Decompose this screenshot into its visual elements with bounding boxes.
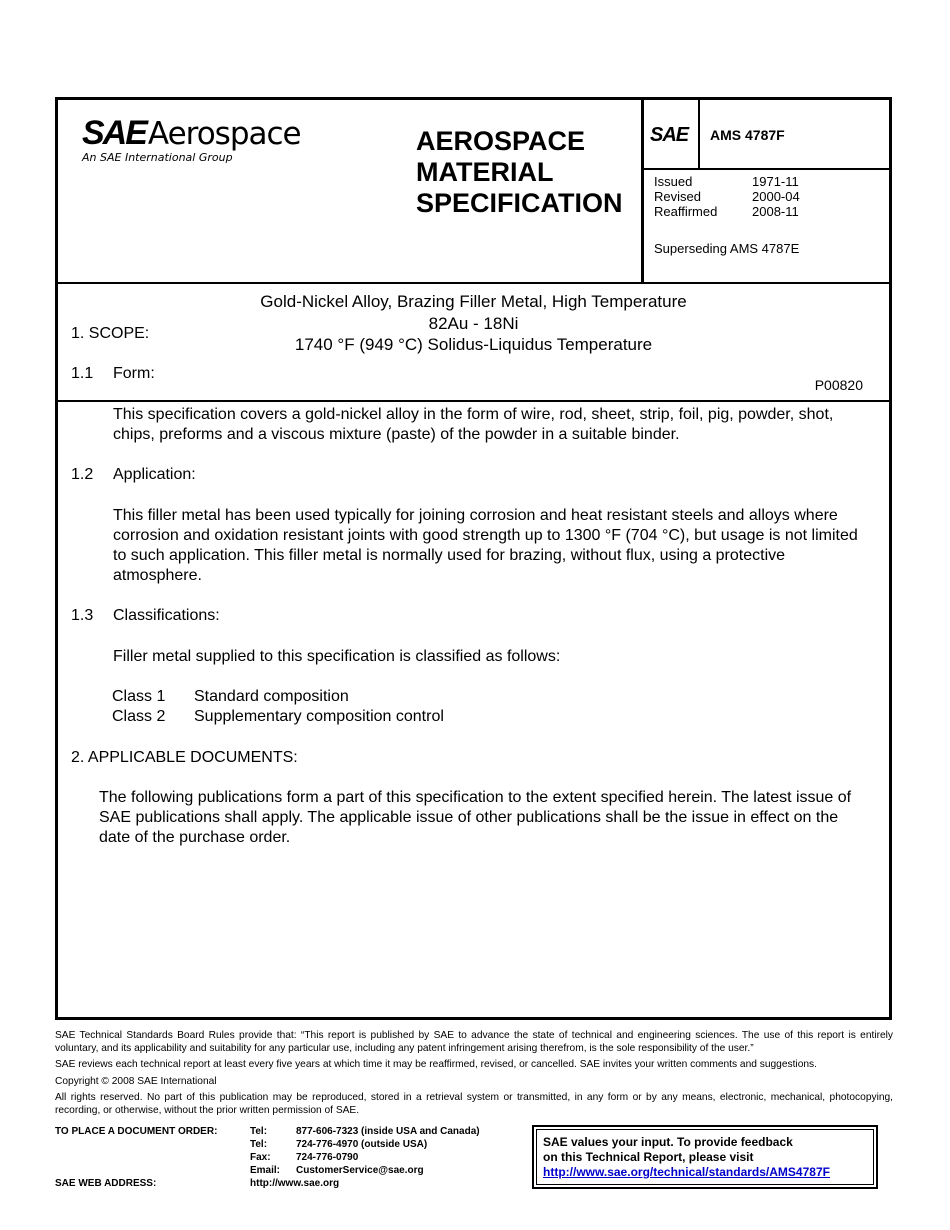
feedback-link[interactable]: http://www.sae.org/technical/standards/AMS4787F <box>543 1165 830 1179</box>
contact-key: Tel: <box>250 1126 268 1137</box>
class-description: Supplementary composition control <box>194 708 444 725</box>
order-label: TO PLACE A DOCUMENT ORDER: <box>55 1126 218 1137</box>
material-temperature: 1740 °F (949 °C) Solidus-Liquidus Temperature <box>294 335 653 354</box>
date-row <box>654 204 800 219</box>
section-paragraph: This specification covers a gold-nickel alloy in the form of wire, rod, sheet, strip, foil, pig, powder, shot, chips, preforms and a viscous mixture (paste) of the powder in a suitable binder. <box>113 406 834 443</box>
date-row <box>654 174 800 189</box>
header <box>58 100 889 284</box>
footer-notes <box>55 1030 893 1121</box>
contact-row <box>250 1164 480 1177</box>
section-number: 1.1 <box>71 365 94 382</box>
document-number: AMS 4787F <box>710 127 785 143</box>
contact-key: Tel: <box>250 1139 268 1150</box>
section-paragraph: Filler metal supplied to this specification is classified as follows: <box>113 648 561 665</box>
web-address-link[interactable]: http://www.sae.org <box>250 1178 340 1189</box>
class-description: Standard composition <box>194 688 349 705</box>
contact-value: 724-776-0790 <box>296 1152 359 1163</box>
contact-key: Fax: <box>250 1152 271 1163</box>
contact-row <box>250 1151 480 1164</box>
footer-rules: SAE Technical Standards Board Rules provide that: “This report is published by SAE to advance the state of technical and engineering sciences. The use of this report is entirely voluntary, and its applicability and suitability for any particular use, including any patent infringement arising therefrom, is the sole responsibility of the user.” <box>55 1030 893 1054</box>
date-label: Issued <box>654 174 693 189</box>
product-code: P00820 <box>814 377 863 393</box>
web-label: SAE WEB ADDRESS: <box>55 1178 157 1189</box>
contact-email[interactable]: CustomerService@sae.org <box>296 1165 424 1176</box>
material-title-line: Gold-Nickel Alloy, Brazing Filler Metal, High Temperature <box>260 292 687 311</box>
sae-aerospace-logo <box>82 116 301 164</box>
divider <box>698 100 700 170</box>
logo-aerospace-text: Aerospace <box>147 116 301 152</box>
sae-mark-logo: SAE <box>650 124 689 146</box>
section-number: 1.3 <box>71 607 94 624</box>
section-number: 1.2 <box>71 466 94 483</box>
footer-rights: All rights reserved. No part of this publication may be reproduced, stored in a retrieval system or transmitted, in any form or by any means, electronic, mechanical, photocopying, recording, or otherwise, without the prior written permission of SAE. <box>55 1092 893 1116</box>
contact-row <box>250 1125 480 1138</box>
section-title: Application: <box>113 466 196 483</box>
section-paragraph: This filler metal has been used typically for joining corrosion and heat resistant steels and alloys where corrosion and oxidation resistant joints with good strength up to 1300 °F (704 °C), but usage is not limited to such application. This filler metal is normally used for brazing, without flux, using a protective atmosphere. <box>113 507 858 584</box>
footer-review: SAE reviews each technical report at least every five years at which time it may be reaffirmed, revised, or cancelled. SAE invites your written comments and suggestions. <box>55 1059 817 1070</box>
document-type-title <box>416 126 623 219</box>
title-line: AEROSPACE <box>416 126 586 156</box>
class-name: Class 2 <box>112 708 166 725</box>
feedback-box <box>532 1125 878 1189</box>
material-title-block <box>58 282 889 402</box>
feedback-text: on this Technical Report, please visit <box>543 1150 754 1164</box>
date-label: Reaffirmed <box>654 204 718 219</box>
contact-row <box>250 1138 480 1151</box>
class-name: Class 1 <box>112 688 166 705</box>
contact-value: 724-776-4970 (outside USA) <box>296 1139 428 1150</box>
title-line: MATERIAL <box>416 157 554 187</box>
section-heading: 1. SCOPE: <box>71 325 150 342</box>
logo-subtitle: An SAE International Group <box>82 151 233 164</box>
date-row <box>654 189 800 204</box>
section-title: Form: <box>113 365 155 382</box>
logo-sae-text: SAE <box>82 114 146 152</box>
contact-value: 877-606-7323 (inside USA and Canada) <box>296 1126 480 1137</box>
feedback-text: SAE values your input. To provide feedback <box>543 1135 793 1149</box>
divider <box>641 100 644 282</box>
date-label: Revised <box>654 189 701 204</box>
material-composition: 82Au - 18Ni <box>428 313 519 333</box>
section-heading: 2. APPLICABLE DOCUMENTS: <box>71 749 298 766</box>
date-value: 2000-04 <box>752 189 800 204</box>
superseding-note: Superseding AMS 4787E <box>654 241 800 256</box>
date-table <box>654 174 800 219</box>
footer-copyright: Copyright © 2008 SAE International <box>55 1075 217 1087</box>
contact-key: Email: <box>250 1165 281 1176</box>
title-line: SPECIFICATION <box>416 188 623 218</box>
date-value: 2008-11 <box>752 204 799 219</box>
divider <box>644 168 889 170</box>
section-title: Classifications: <box>113 607 220 624</box>
section-paragraph: The following publications form a part of this specification to the extent specified herein. The latest issue of SAE publications shall apply. The applicable issue of other publications shall be the issue in effect on the date of the purchase order. <box>99 789 852 846</box>
contact-list <box>250 1125 480 1177</box>
date-value: 1971-11 <box>752 174 799 189</box>
